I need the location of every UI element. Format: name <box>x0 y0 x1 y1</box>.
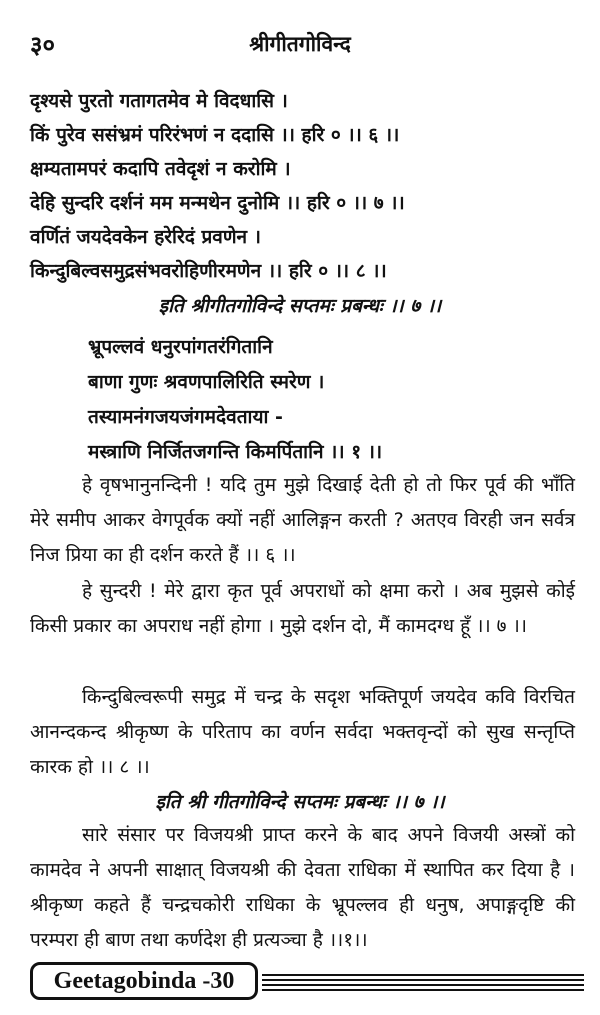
page-title: श्रीगीतगोविन्द <box>249 32 351 56</box>
verse-line: क्षम्यतामपरं कदापि तवेदृशं न करोमि । <box>30 158 291 180</box>
shloka-line: तस्यामनंगजयजंगमदेवताया - <box>88 406 283 428</box>
shloka-line: बाणा गुणः श्रवणपालिरिति स्मरेण । <box>88 371 325 393</box>
sanskrit-shloka <box>88 330 588 470</box>
section-closing: इति श्रीगीतगोविन्दे सप्तमः प्रबन्धः ।। ७ ।। <box>158 295 442 317</box>
shloka-line: मस्त्राणि निर्जितजगन्ति किमर्पितानि ।। १ ।। <box>88 441 383 463</box>
verse-line: देहि सुन्दरि दर्शनं मम मन्मथेन दुनोमि ।। हरि ० ।। ७ ।। <box>30 192 405 214</box>
footer-rule <box>262 974 584 976</box>
page-number: ३० <box>30 31 55 59</box>
footer-rule <box>262 989 584 991</box>
verse-line: किं पुरेव ससंभ्रमं परिरंभणं न ददासि ।। हरि ० ।। ६ ।। <box>30 124 400 146</box>
translation-paragraph: हे वृषभानुनन्दिनी ! यदि तुम मुझे दिखाई देती हो तो फिर पूर्व की भाँति मेरे समीप आकर वेगपूर्वक क्यों नहीं आलिङ्गन करती ? अतएव विरही जन सर्वत्र निज प्रिया का ही दर्शन करते हैं ।। ६ ।। <box>30 474 575 566</box>
footer-rule <box>262 984 584 986</box>
footer-rule <box>262 979 584 981</box>
section-closing: इति श्री गीतगोविन्दे सप्तमः प्रबन्धः ।। ७ ।। <box>155 791 445 813</box>
verse-line: दृश्यसे पुरतो गतागतमेव मे विदधासि । <box>30 90 288 112</box>
translation-paragraph: सारे संसार पर विजयश्री प्राप्त करने के बाद अपने विजयी अस्त्रों को कामदेव ने अपनी साक्षात् विजयश्री की देवता राधिका में स्थापित कर दिया है । श्रीकृष्ण कहते हैं चन्द्रचकोरी राधिका के भ्रूपल्लव ही धनुष, अपाङ्गदृष्टि की परम्परा ही बाण तथा कर्णदेश ही प्रत्यञ्चा है ।।१।। <box>30 824 575 951</box>
sanskrit-verses <box>30 84 590 288</box>
page-footer <box>0 962 600 1007</box>
verse-line: किन्दुबिल्वसमुद्रसंभवरोहिणीरमणेन ।। हरि ० ।। ८ ।। <box>30 260 387 282</box>
page-header <box>0 28 600 62</box>
translation-paragraph: हे सुन्दरी ! मेरे द्वारा कृत पूर्व अपराधों को क्षमा करो । अब मुझसे कोई किसी प्रकार का अपराध नहीं होगा । मुझे दर्शन दो, मैं कामदग्ध हूँ ।। ७ ।। <box>30 580 575 637</box>
footer-label: Geetagobinda -30 <box>30 962 258 1000</box>
verse-line: वर्णितं जयदेवकेन हरेरिदं प्रवणेन । <box>30 226 261 248</box>
shloka-line: भ्रूपल्लवं धनुरपांगतरंगितानि <box>88 336 273 358</box>
translation-paragraph: किन्दुबिल्वरूपी समुद्र में चन्द्र के सदृश भक्तिपूर्ण जयदेव कवि विरचित आनन्दकन्द श्रीकृष्ण के परिताप का वर्णन सर्वदा भक्तवृन्दों को सुख सन्तृप्ति कारक हो ।। ८ ।। <box>30 686 575 778</box>
